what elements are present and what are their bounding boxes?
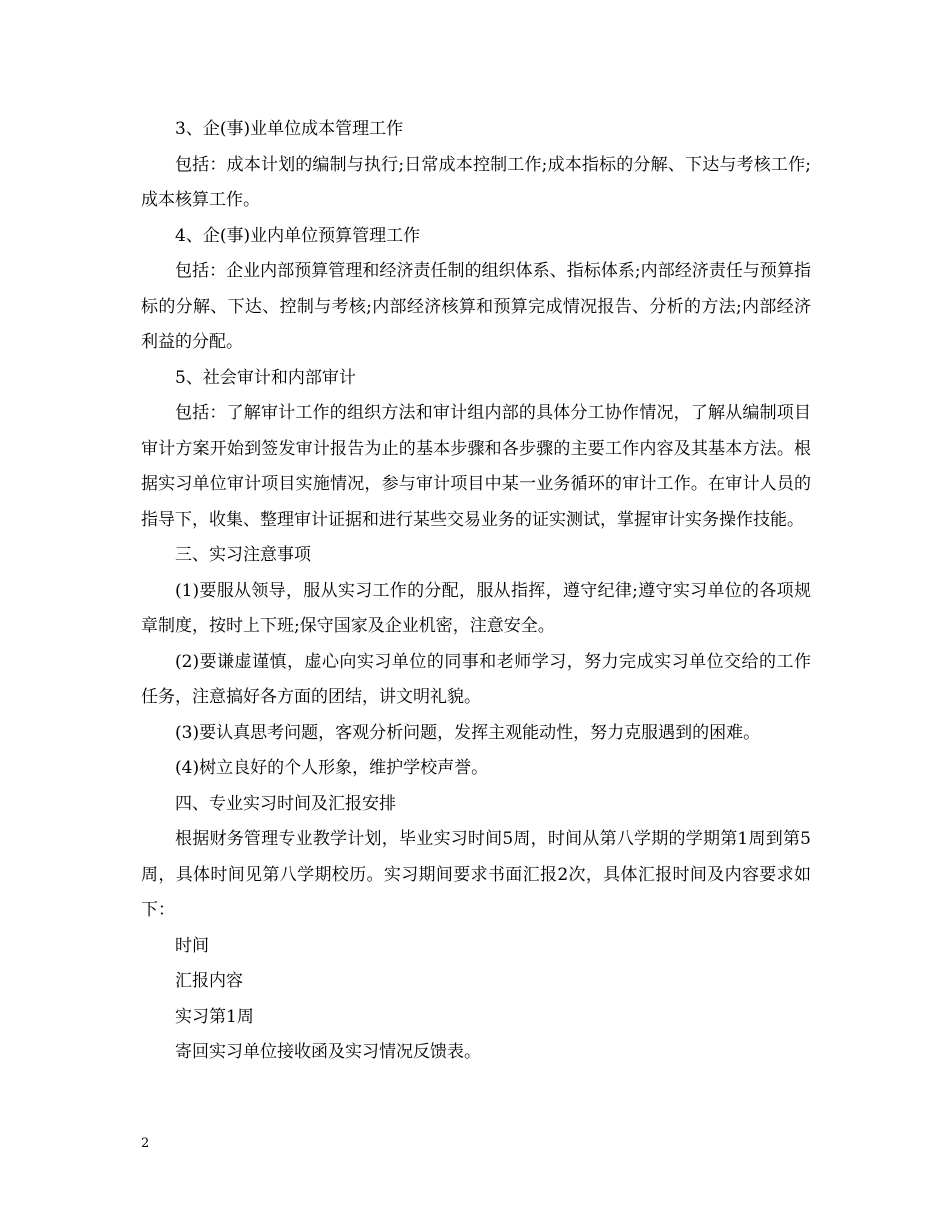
section-heading-schedule: 四、专业实习时间及汇报安排	[175, 793, 396, 814]
paragraph-budget-management-details: 包括：企业内部预算管理和经济责任制的组织体系、指标体系;内部经济责任与预算指标的分解、下达、控制与考核;内部经济核算和预算完成情况报告、分析的方法;内部经济利益的分配。	[141, 261, 811, 352]
paragraph-note-2: (2)要谦虚谨慎，虚心向实习单位的同事和老师学习，努力完成实习单位交给的工作任务，注意搞好各方面的团结，讲文明礼貌。	[141, 651, 811, 707]
paragraph-cost-management-details: 包括：成本计划的编制与执行;日常成本控制工作;成本指标的分解、下达与考核工作;成本核算工作。	[141, 154, 811, 210]
section-heading-internship-notes: 三、实习注意事项	[175, 545, 311, 565]
paragraph-note-3: (3)要认真思考问题，客观分析问题，发挥主观能动性，努力克服遇到的困难。	[175, 722, 761, 743]
table-header-report-content: 汇报内容	[175, 971, 243, 991]
table-cell-week-1-content: 寄回实习单位接收函及实习情况反馈表。	[175, 1042, 481, 1062]
paragraph-note-4: (4)树立良好的个人形象，维护学校声誉。	[175, 758, 489, 778]
section-heading-budget-management: 4、企(事)业内单位预算管理工作	[175, 225, 421, 246]
document-body	[141, 112, 811, 1071]
table-header-time: 时间	[175, 935, 209, 956]
section-heading-audit: 5、社会审计和内部审计	[175, 367, 356, 388]
paragraph-schedule-details: 根据财务管理专业教学计划，毕业实习时间5周，时间从第八学期的学期第1周到第5周，具体时间见第八学期校历。实习期间要求书面汇报2次，具体汇报时间及内容要求如下：	[141, 829, 811, 920]
page-number: 2	[141, 1136, 150, 1151]
paragraph-audit-details: 包括：了解审计工作的组织方法和审计组内部的具体分工协作情况，了解从编制项目审计方案开始到签发审计报告为止的基本步骤和各步骤的主要工作内容及其基本方法。根据实习单位审计项目实施情况，参与审计项目中某一业务循环的审计工作。在审计人员的指导下，收集、整理审计证据和进行某些交易业务的证实测试，掌握审计实务操作技能。	[141, 403, 811, 530]
table-cell-week-1: 实习第1周	[175, 1006, 254, 1027]
paragraph-note-1: (1)要服从领导，服从实习工作的分配，服从指挥，遵守纪律;遵守实习单位的各项规章制度，按时上下班;保守国家及企业机密，注意安全。	[141, 580, 811, 636]
section-heading-cost-management: 3、企(事)业单位成本管理工作	[175, 119, 404, 139]
